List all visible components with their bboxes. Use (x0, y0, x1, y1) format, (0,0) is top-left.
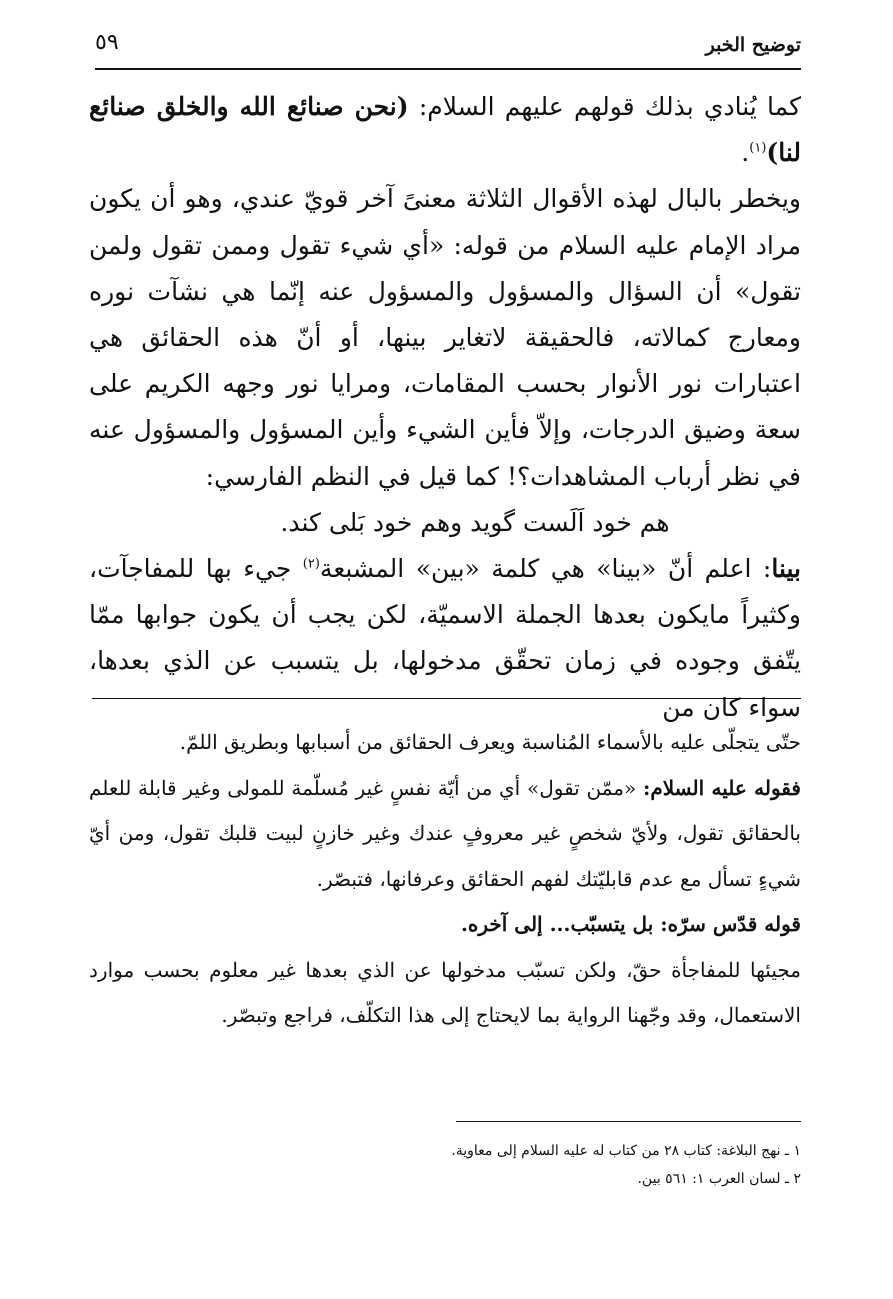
header-rule (95, 68, 801, 70)
paragraph-text: كما يُنادي بذلك قولهم عليهم السلام: (408, 92, 802, 121)
page-number: ٥٩ (95, 30, 119, 55)
paragraph-text: «ممّن تقول» أي من أيّة نفسٍ غير مُسلّمة للمولى وغير قابلة للعلم بالحقائق تقول، ولأيّ شخصٍ غير معروفٍ عندك وغير خازنٍ لبيت قلبك تقول، ومن أيّ شيءٍ تسأل مع عدم قابليّتك لفهم الحقائق وعرفانها، فتبصّر. (89, 775, 801, 891)
header-title: توضيح الخبر (705, 34, 801, 56)
quoted-hadith: (نحن صنائع الله والخلق صنائع لنا) (89, 92, 801, 168)
commentary (89, 720, 801, 1039)
commentary-paragraph-2 (89, 766, 801, 903)
main-text (89, 84, 801, 731)
footnote-ref-2: (٢) (302, 556, 320, 572)
paragraph-end: . (741, 138, 750, 168)
main-paragraph-1 (89, 84, 801, 176)
main-paragraph-2: ويخطر بالبال لهذه الأقوال الثلاثة معنىً آخر قويّ عندي، وهو أن يكون مراد الإمام عليه السلام من قوله: «أي شيء تقول وممن تقول ولمن تقول» أن السؤال والمسؤول والمسؤول عنه إنّما هي نشآت نوره ومعارج كمالاته، فالحقيقة لاتغاير بينها، أو أنّ هذه الحقائق هي اعتبارات نور الأنوار بحسب المقامات، ومرايا نور وجهه الكريم على سعة وضيق الدرجات، وإلاّ فأين الشيء وأين المسؤول والمسؤول عنه في نظر أرباب المشاهدات؟! كما قيل في النظم الفارسي: (89, 184, 801, 491)
persian-verse: هم خود اَلَست گويد وهم خود بَلى كند. (280, 507, 670, 537)
commentary-heading: قوله قدّس سرّه: بل يتسبّب... إلى آخره. (460, 912, 801, 936)
footnotes (89, 1137, 801, 1193)
commentary-paragraph-3: مجيئها للمفاجأة حقّ، ولكن تسبّب مدخولها عن الذي بعدها غير معلوم بحسب موارد الاستعمال، وقد وجّهنا الرواية بما لايحتاج إلى هذا التكلّف، فراجع وتبصّر. (89, 957, 801, 1027)
paragraph-text: : اعلم أنّ «بينا» هي كلمة «بين» المشبعة (319, 554, 772, 584)
footnote-separator (456, 1121, 801, 1122)
commentary-lemma: فقوله عليه السلام: (642, 775, 801, 800)
commentary-paragraph-1: حتّى يتجلّى عليه بالأسماء المُناسبة ويعرف الحقائق من أسبابها وبطريق اللمّ. (179, 730, 801, 754)
footnote-ref-1: (١) (749, 140, 767, 156)
running-header (95, 28, 801, 64)
commentary-separator (92, 698, 801, 699)
footnote-2: ٢ ـ لسان العرب ١: ٥٦١ بين. (637, 1171, 801, 1187)
paragraph-text: جيء بها للمفاجآت، وكثيراً مايكون بعدها الجملة الاسميّة، لكن يجب أن يكون جوابها ممّا يتّفق وجوده في زمان تحقّق مدخولها، بل يتسبب عن الذي بعدها، سواء كان من (89, 554, 801, 722)
term-heading: بينا (771, 554, 801, 584)
main-paragraph-3 (89, 546, 801, 731)
footnote-1: ١ ـ نهج البلاغة: كتاب ٢٨ من كتاب له عليه السلام إلى معاوية. (451, 1143, 801, 1159)
